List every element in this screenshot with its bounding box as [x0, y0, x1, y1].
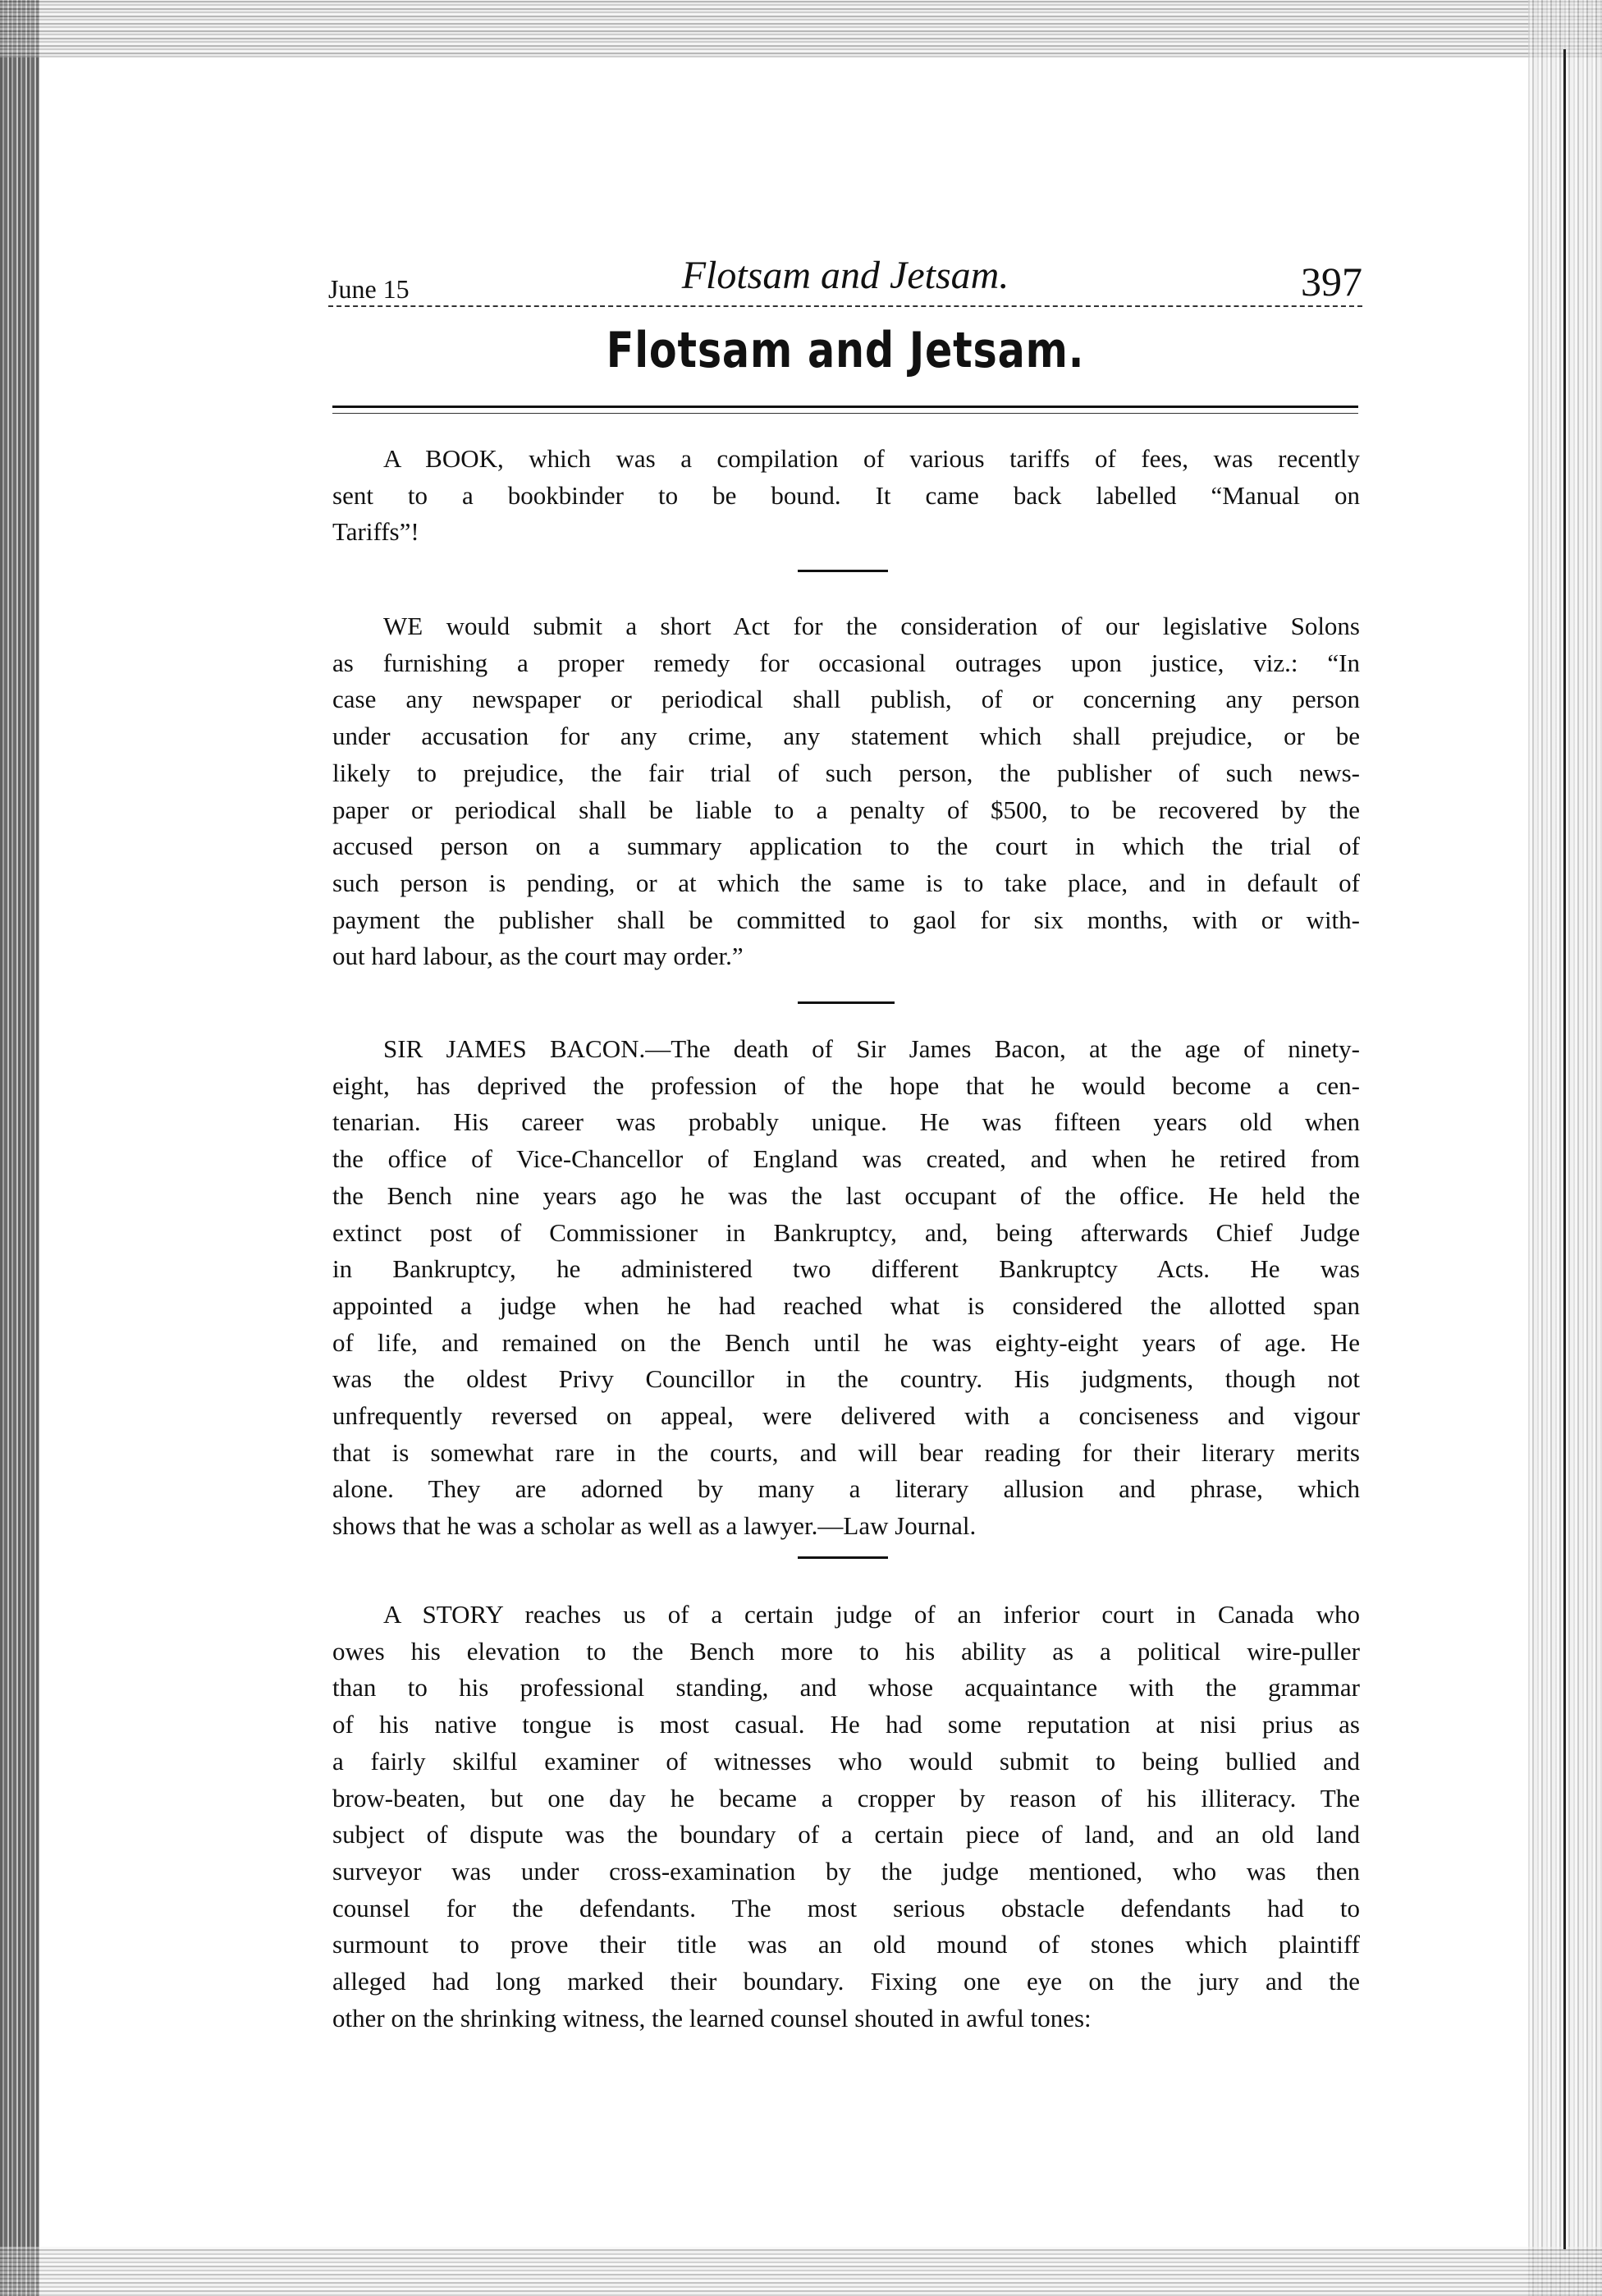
article-line: A STORY reaches us of a certain judge of an inferior court in Canada who: [383, 1600, 1360, 1629]
article-line: the office of Vice-Chancellor of England was created, and when he retired from: [332, 1144, 1360, 1174]
section-divider: [798, 1001, 895, 1004]
article-line: appointed a judge when he had reached what is considered the allotted span: [332, 1290, 1360, 1320]
article-line: other on the shrinking witness, the learned counsel shouted in awful tones:: [332, 2003, 1092, 2032]
article-line: WE would submit a short Act for the consideration of our legislative Solons: [383, 612, 1360, 640]
article-line: of his native tongue is most casual. He had some reputation at nisi prius as: [332, 1710, 1360, 1739]
article-line: out hard labour, as the court may order.”: [332, 942, 744, 971]
article-line: paper or periodical shall be liable to a penalty of $500, to be recovered by the: [332, 795, 1360, 824]
article-line: that is somewhat rare in the courts, and will bear reading for their literary merits: [332, 1437, 1360, 1467]
title-rule-thin: [332, 413, 1358, 414]
article-short-act: [332, 608, 1360, 975]
running-head-date: June 15: [328, 274, 410, 304]
article-line: surveyor was under cross-examination by the judge mentioned, who was then: [332, 1856, 1360, 1886]
article-line: SIR JAMES BACON.—The death of Sir James Bacon, at the age of ninety-: [383, 1034, 1360, 1063]
section-divider: [798, 570, 888, 572]
article-line: likely to prejudice, the fair trial of such person, the publisher of such news-: [332, 758, 1360, 787]
running-head: [328, 246, 1362, 312]
scan-edge-left: [0, 0, 39, 2296]
article-sir-james-bacon: [332, 1031, 1360, 1545]
article-line: a fairly skilful examiner of witnesses who would submit to being bullied and: [332, 1746, 1360, 1776]
article-canada-judge: [332, 1597, 1360, 2037]
article-line: owes his elevation to the Bench more to his ability as a political wire-puller: [332, 1636, 1360, 1666]
article-line: brow-beaten, but one day he became a cropper by reason of his illiteracy. The: [332, 1783, 1360, 1813]
article-line: the Bench nine years ago he was the last occupant of the office. He held the: [332, 1180, 1360, 1210]
article-book-tariffs: [332, 441, 1360, 551]
article-line: Tariffs”!: [332, 517, 419, 547]
article-line: case any newspaper or periodical shall publish, of or concerning any person: [332, 685, 1360, 714]
article-line: counsel for the defendants. The most serious obstacle defendants had to: [332, 1893, 1360, 1922]
article-line: in Bankruptcy, he administered two different Bankruptcy Acts. He was: [332, 1254, 1360, 1284]
article-line: alone. They are adorned by many a literary allusion and phrase, which: [332, 1474, 1360, 1504]
article-line: tenarian. His career was probably unique. He was fifteen years old when: [332, 1107, 1360, 1137]
article-line: accused person on a summary application to the court in which the trial of: [332, 832, 1360, 861]
article-line: payment the publisher shall be committed to gaol for six months, with or with-: [332, 905, 1360, 934]
section-divider: [798, 1556, 888, 1559]
article-line: was the oldest Privy Councillor in the country. His judgments, though not: [332, 1364, 1360, 1394]
article-line: such person is pending, or at which the same is to take place, and in default of: [332, 868, 1360, 897]
running-head-rule: [328, 305, 1362, 307]
article-line: extinct post of Commissioner in Bankruptcy, and, being afterwards Chief Judge: [332, 1217, 1360, 1247]
article-line: eight, has deprived the profession of the hope that he would become a cen-: [332, 1070, 1360, 1100]
article-line: as furnishing a proper remedy for occasional outrages upon justice, viz.: “In: [332, 648, 1360, 677]
article-line: under accusation for any crime, any statement which shall prejudice, or be: [332, 722, 1360, 751]
article-line: of life, and remained on the Bench until he was eighty-eight years of age. He: [332, 1327, 1360, 1357]
article-line: surmount to prove their title was an old mound of stones which plaintiff: [332, 1930, 1360, 1959]
article-line: subject of dispute was the boundary of a certain piece of land, and an old land: [332, 1820, 1360, 1849]
page-number: 397: [1301, 259, 1362, 305]
article-line: shows that he was a scholar as well as a lawyer.—Law Journal.: [332, 1511, 977, 1541]
article-line: sent to a bookbinder to be bound. It came back labelled “Manual on: [332, 480, 1360, 510]
title-rule: [332, 406, 1358, 408]
article-line: A BOOK, which was a compilation of various tariffs of fees, was recently: [383, 444, 1360, 473]
article-line: than to his professional standing, and whose acquaintance with the grammar: [332, 1673, 1360, 1703]
article-line: alleged had long marked their boundary. Fixing one eye on the jury and the: [332, 1967, 1360, 1996]
article-line: unfrequently reversed on appeal, were delivered with a conciseness and vigour: [332, 1401, 1360, 1431]
scan-edge-top: [0, 0, 1602, 57]
scan-edge-bottom: [0, 2247, 1602, 2296]
page-title: Flotsam and Jetsam.: [606, 322, 1085, 379]
running-head-title: Flotsam and Jetsam.: [681, 254, 1009, 297]
page-edge-line: [1563, 49, 1566, 2249]
